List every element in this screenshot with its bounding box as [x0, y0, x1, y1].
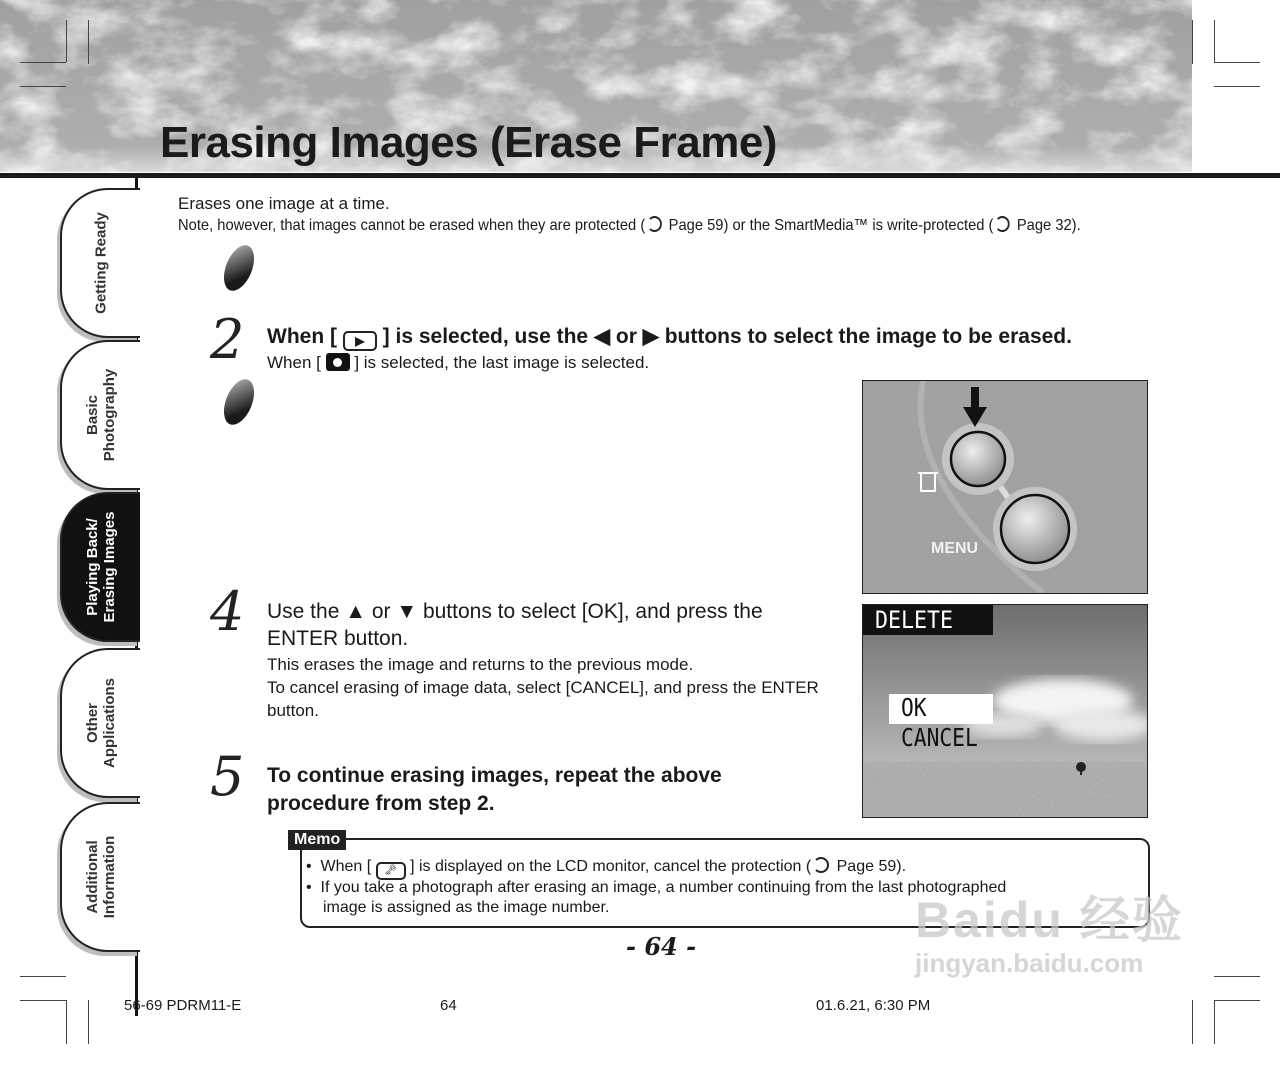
step-1-marker-icon	[218, 241, 260, 295]
lcd-option-ok: OK	[901, 693, 927, 722]
camera-icon	[326, 353, 350, 371]
crop-mark	[1214, 976, 1260, 977]
lcd-delete-screen	[862, 604, 1148, 818]
crop-mark	[1192, 1000, 1193, 1044]
step-2-heading: When [ ▶ ] is selected, use the ◀ or ▶ buttons to select the image to be erased.	[267, 324, 1072, 351]
tab-basic-photography[interactable]	[60, 340, 140, 490]
page-title: Erasing Images (Erase Frame)	[160, 118, 777, 167]
protect-key-icon: 🗝	[376, 862, 406, 880]
crop-mark	[1192, 20, 1193, 64]
tab-label: Getting Ready	[92, 212, 110, 314]
page-number: - 64 -	[626, 932, 697, 961]
tab-playing-back[interactable]	[60, 492, 140, 642]
crop-mark	[1214, 62, 1260, 63]
page-ref-icon	[995, 216, 1010, 232]
crop-mark	[88, 1000, 89, 1044]
step-2-number: 2	[210, 308, 245, 371]
play-mode-icon: ▶	[343, 331, 377, 351]
intro-note: Note, however, that images cannot be erased when they are protected ( Page 59) or the SmartMedia™ is write-protected ( Page 32).	[178, 217, 1081, 234]
step-5-number: 5	[210, 745, 245, 808]
crop-mark	[20, 976, 66, 977]
crop-mark	[88, 20, 89, 64]
step-5-heading: To continue erasing images, repeat the above procedure from step 2.	[267, 764, 722, 815]
tab-label: Other Applications	[84, 677, 118, 769]
camera-buttons-photo	[862, 380, 1148, 594]
page-ref-icon	[647, 216, 662, 232]
memo-tag: Memo	[288, 830, 346, 850]
lcd-option-cancel: CANCEL	[901, 723, 978, 752]
crop-mark	[20, 1000, 66, 1001]
tab-label: Playing Back/ Erasing Images	[84, 511, 118, 623]
footer-timestamp: 01.6.21, 6:30 PM	[816, 997, 931, 1014]
footer-page: 64	[440, 997, 457, 1014]
tab-getting-ready[interactable]	[60, 188, 140, 338]
crop-mark	[1214, 86, 1260, 87]
memo-item: • When [ 🗝 ] is displayed on the LCD monitor, cancel the protection ( Page 59).	[306, 857, 906, 880]
lcd-title: DELETE	[875, 606, 954, 634]
step-4-number: 4	[210, 580, 245, 643]
crop-mark	[20, 86, 66, 87]
crop-mark	[1214, 20, 1215, 62]
memo-item: • If you take a photograph after erasing an image, a number continuing from the last photographed	[306, 879, 1007, 896]
footer-file-id: 56-69 PDRM11-E	[124, 997, 242, 1014]
step-4-heading: Use the ▲ or ▼ buttons to select [OK], and press the ENTER button.	[267, 600, 763, 650]
step-3-marker-icon	[218, 375, 260, 429]
page-ref-icon	[813, 857, 829, 873]
crop-mark	[66, 20, 67, 62]
tab-label: Additional Information	[84, 835, 118, 919]
crop-mark	[66, 1000, 67, 1044]
crop-mark	[1214, 1000, 1215, 1044]
tab-other-applications[interactable]	[60, 648, 140, 798]
memo-item-continued: image is assigned as the image number.	[323, 899, 610, 916]
menu-label: MENU	[931, 540, 979, 557]
baidu-watermark: Baidu 经验 jingyan.baidu.com	[915, 892, 1184, 978]
step-4-body: This erases the image and returns to the previous mode. To cancel erasing of image data, select [CANCEL], and press the ENTER button.	[267, 655, 819, 720]
crop-mark	[20, 62, 66, 63]
header-rule	[0, 173, 1280, 178]
intro-text: Erases one image at a time.	[178, 194, 390, 213]
tab-additional-information[interactable]	[60, 802, 140, 952]
crop-mark	[1214, 1000, 1260, 1001]
tab-label: Basic Photography	[84, 368, 118, 462]
step-2-body: When [ ] is selected, the last image is selected.	[267, 353, 650, 372]
